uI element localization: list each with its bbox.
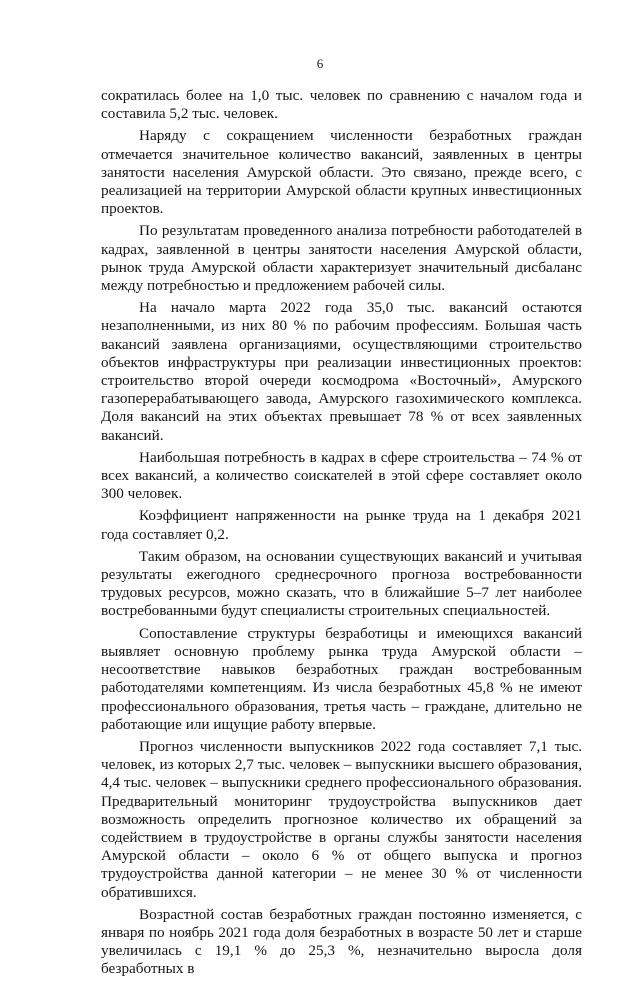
paragraph: Таким образом, на основании существующих вакансий и учитывая результаты ежегодного среднесрочного прогноза востребованности трудовых ресурсов, можно сказать, что в ближайшие 5–7 лет наиболее востребованными будут специалисты строительных специальностей. (101, 547, 582, 620)
page-number: 6 (316, 56, 324, 71)
paragraph: Сопоставление структуры безработицы и имеющихся вакансий выявляет основную проблему рынка труда Амурской области – несоответствие навыков безработных граждан востребованным работодателями компетенциям. Из числа безработных 45,8 % не имеют профессионального образования, третья часть – граждане, длительно не работающие или ищущие работу впервые. (101, 624, 582, 733)
paragraph: Наибольшая потребность в кадрах в сфере строительства – 74 % от всех вакансий, а количество соискателей в этой сфере составляет около 300 человек. (101, 448, 582, 503)
paragraph: Возрастной состав безработных граждан постоянно изменяется, с января по ноябрь 2021 года доля безработных в возрасте 50 лет и старше увеличилась с 19,1 % до 25,3 %, незначительно выросла доля безработных в (101, 905, 582, 978)
document-body (101, 87, 582, 983)
paragraph: сократилась более на 1,0 тыс. человек по сравнению с началом года и составила 5,2 тыс. человек. (101, 87, 582, 123)
paragraph: По результатам проведенного анализа потребности работодателей в кадрах, заявленной в центры занятости населения Амурской области, рынок труда Амурской области характеризует значительный дисбаланс между потребностью и предложением рабочей силы. (101, 222, 582, 295)
paragraph: Прогноз численности выпускников 2022 года составляет 7,1 тыс. человек, из которых 2,7 тыс. человек – выпускники высшего образования, 4,4 тыс. человек – выпускники среднего профессионального образования. Предварительный мониторинг трудоустройства выпускников дает возможность определить прогнозное количество их обращений за содействием в трудоустройстве в органы службы занятости населения Амурской области – около 6 % от общего выпуска и прогноз трудоустройства данной категории – не менее 30 % от численности обратившихся. (101, 737, 582, 901)
paragraph: Наряду с сокращением численности безработных граждан отмечается значительное количество вакансий, заявленных в центры занятости населения Амурской области. Это связано, прежде всего, с реализацией на территории Амурской области крупных инвестиционных проектов. (101, 127, 582, 218)
paragraph: На начало марта 2022 года 35,0 тыс. вакансий остаются незаполненными, из них 80 % по рабочим профессиям. Большая часть вакансий заявлена организациями, осуществляющими строительство объектов инфраструктуры при реализации инвестиционных проектов: строительство второй очереди космодрома «Восточный», Амурского газоперерабатывающего завода, Амурского газохимического комплекса. Доля вакансий на этих объектах превышает 78 % от всех заявленных вакансий. (101, 299, 582, 444)
paragraph: Коэффициент напряженности на рынке труда на 1 декабря 2021 года составляет 0,2. (101, 507, 582, 543)
